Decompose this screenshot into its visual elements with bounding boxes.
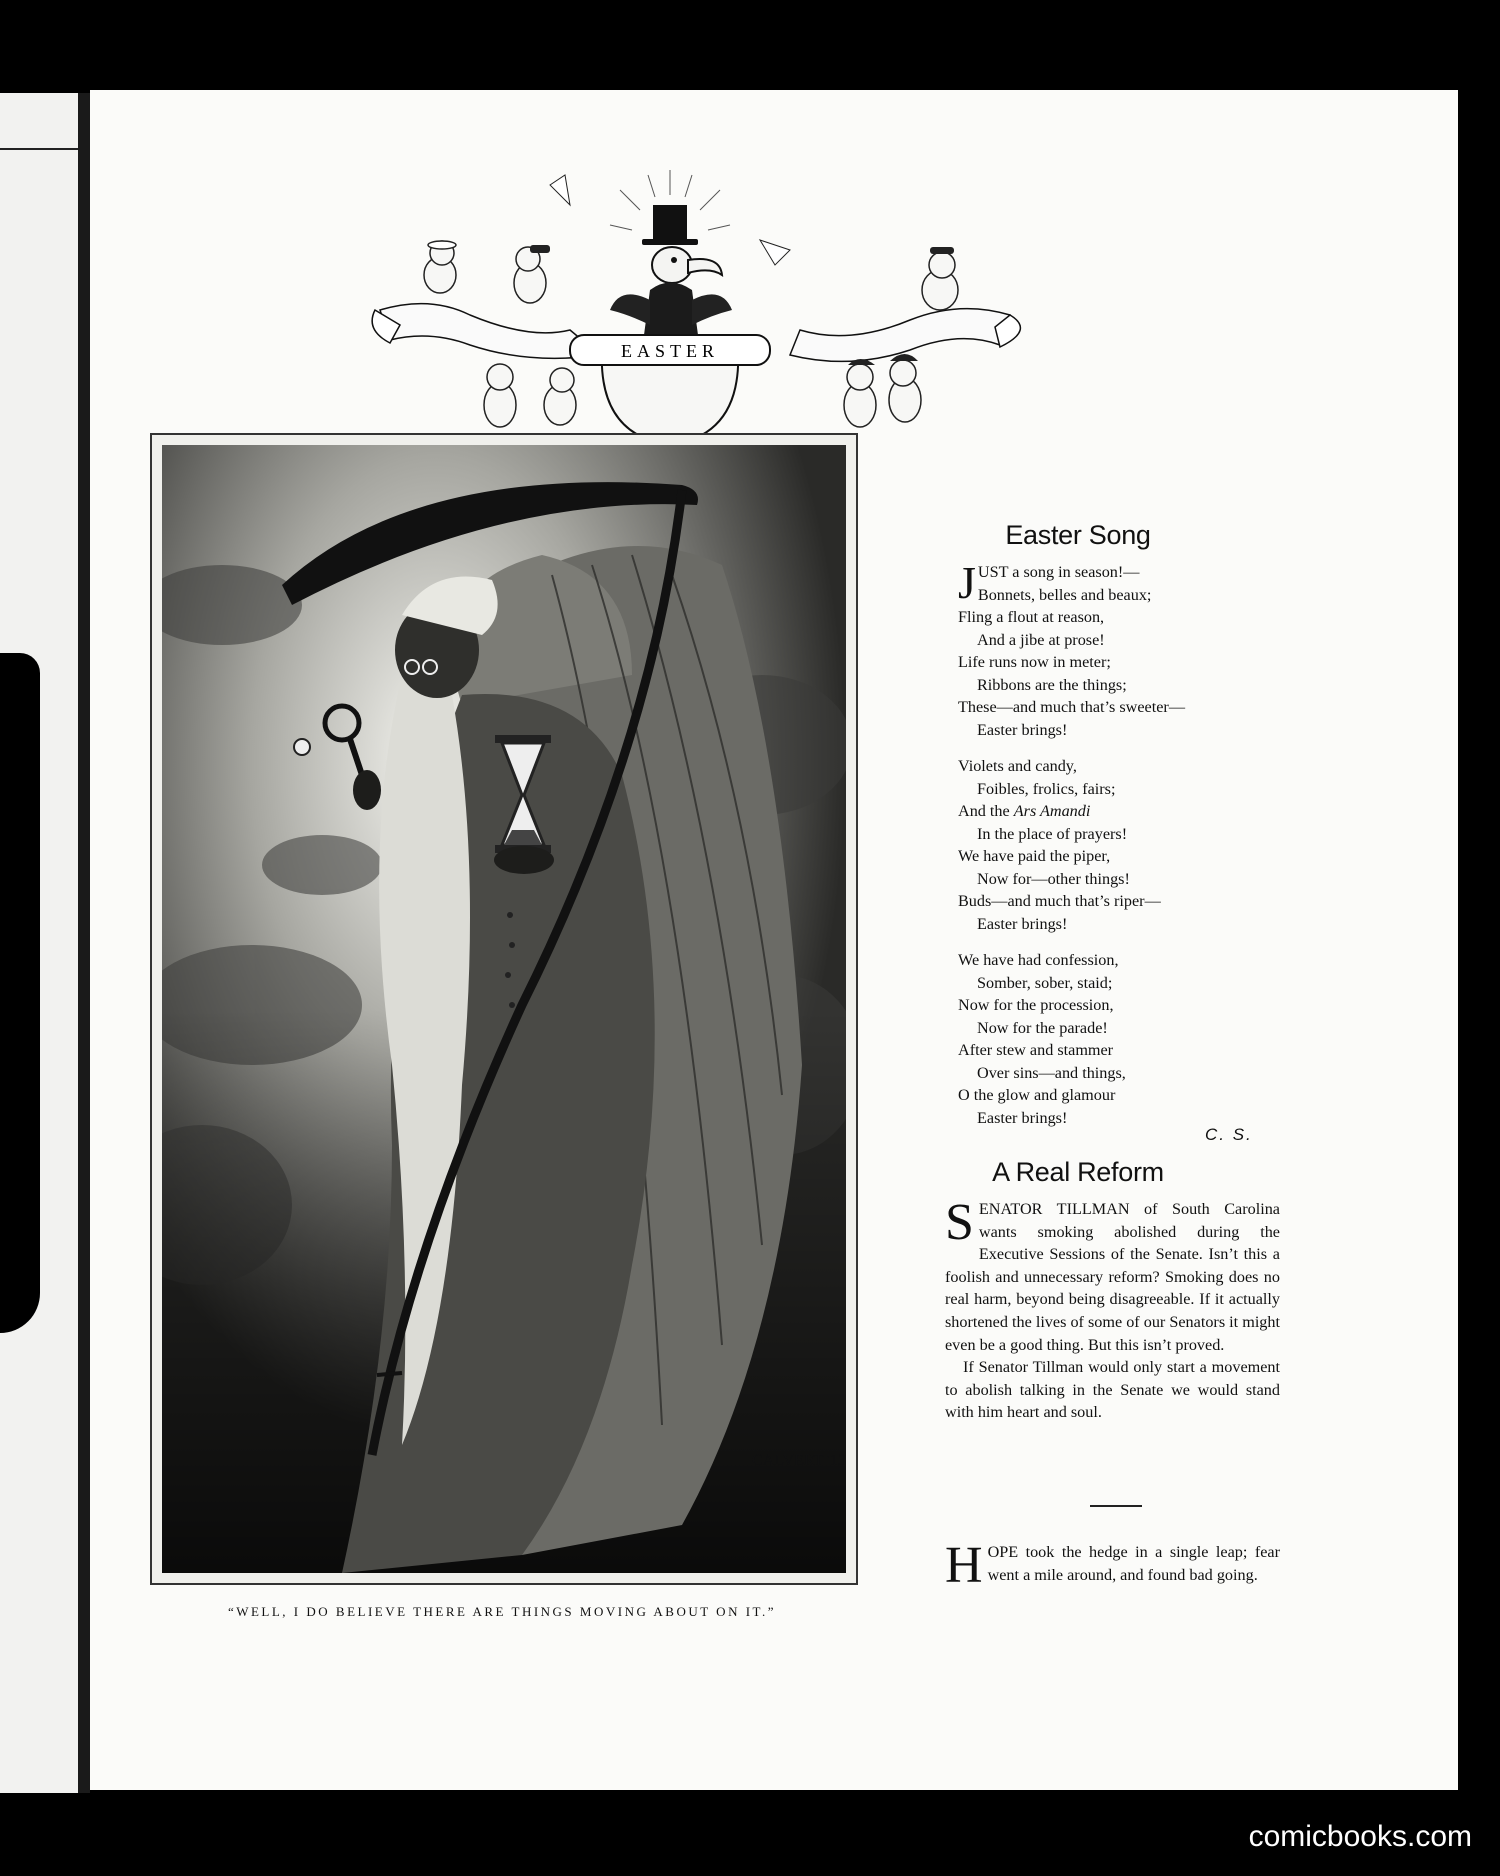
- reform-paragraph-2: If Senator Tillman would only start a movement to abolish talking in the Senate we would stand with him heart and soul.: [945, 1358, 1280, 1422]
- poem-line: Over sins—and things,: [977, 1063, 1126, 1082]
- reform-title: A Real Reform: [992, 1157, 1164, 1187]
- torn-edge: [0, 653, 40, 1333]
- poem-signature: C. S.: [1205, 1125, 1253, 1144]
- poem-line: Buds—and much that’s riper—: [958, 892, 1161, 910]
- poem-line: Violets and candy,: [958, 757, 1077, 775]
- poem-title: Easter Song: [1005, 520, 1151, 550]
- poem-line: Bonnets, belles and beaux;: [977, 585, 1152, 604]
- poem-line: Easter brings!: [977, 720, 1068, 739]
- father-time-illustration: [150, 433, 858, 1585]
- illustration-caption: “WELL, I DO BELIEVE THERE ARE THINGS MOVING ABOUT ON IT.”: [227, 1604, 777, 1619]
- poem-stanza-1: [958, 557, 1278, 741]
- hope-drop-cap: H: [945, 1537, 983, 1594]
- poem-line: And the Ars Amandi: [958, 802, 1091, 820]
- poem-title-wrap: [858, 520, 1298, 551]
- poem-line: We have had confession,: [958, 951, 1119, 969]
- poem-line: Now for the procession,: [958, 996, 1114, 1014]
- reform-article: [945, 1194, 1280, 1424]
- reform-drop-cap: S: [945, 1194, 974, 1251]
- poem-drop-cap: J: [958, 557, 976, 608]
- poem-line: These—and much that’s sweeter—: [958, 698, 1186, 716]
- banner-text: EASTER: [620, 341, 720, 361]
- poem-line: O the glow and glamour: [958, 1086, 1116, 1104]
- poem-line: Now for—other things!: [977, 869, 1130, 888]
- site-watermark: comicbooks.com: [1248, 1820, 1472, 1853]
- poem-line: Life runs now in meter;: [958, 653, 1111, 671]
- poem-line: Now for the parade!: [977, 1018, 1108, 1037]
- hope-paragraph: [945, 1537, 1280, 1594]
- page-gutter: [78, 93, 90, 1793]
- poem-line: We have paid the piper,: [958, 847, 1111, 865]
- poem-line: After stew and stammer: [958, 1041, 1114, 1059]
- poem-line: In the place of prayers!: [977, 824, 1128, 843]
- right-edge: [1458, 80, 1472, 1800]
- poem-line: Foibles, frolics, fairs;: [977, 779, 1116, 798]
- poem-stanza-3: [958, 949, 1278, 1129]
- section-divider: [1090, 1505, 1142, 1507]
- poem-line: Easter brings!: [977, 914, 1068, 933]
- reform-paragraph-1: ENATOR TILLMAN of South Carolina wants smoking abolished during the Executive Sessions of the Senate. Isn’t this a foolish and unnecessary reform? Smoking does no real harm, beyond being disagreeable. If it actually shortened the lives of some of our Senators it might even be a good thing. But this isn’t proved.: [945, 1200, 1280, 1354]
- poem-line: JUST a song in season!—: [958, 557, 1140, 608]
- poem-stanza-2: [958, 755, 1278, 935]
- reform-title-wrap: [858, 1157, 1298, 1188]
- hope-text: OPE took the hedge in a single leap; fear went a mile around, and found bad going.: [987, 1543, 1280, 1584]
- poem-line: Easter brings!: [977, 1108, 1068, 1127]
- father-time-image: [162, 445, 846, 1573]
- poem-line: And a jibe at prose!: [977, 630, 1105, 649]
- poem-italic-phrase: Ars Amandi: [1013, 802, 1091, 820]
- poem-line: Fling a flout at reason,: [958, 608, 1105, 626]
- poem-line: Somber, sober, staid;: [977, 973, 1113, 992]
- artist-signature: CALVERT '13: [752, 1452, 846, 1469]
- poem-line: Ribbons are the things;: [977, 675, 1127, 694]
- easter-song-poem: [958, 557, 1278, 1129]
- previous-page-edge: [0, 93, 78, 1793]
- previous-page-rule: [0, 148, 78, 150]
